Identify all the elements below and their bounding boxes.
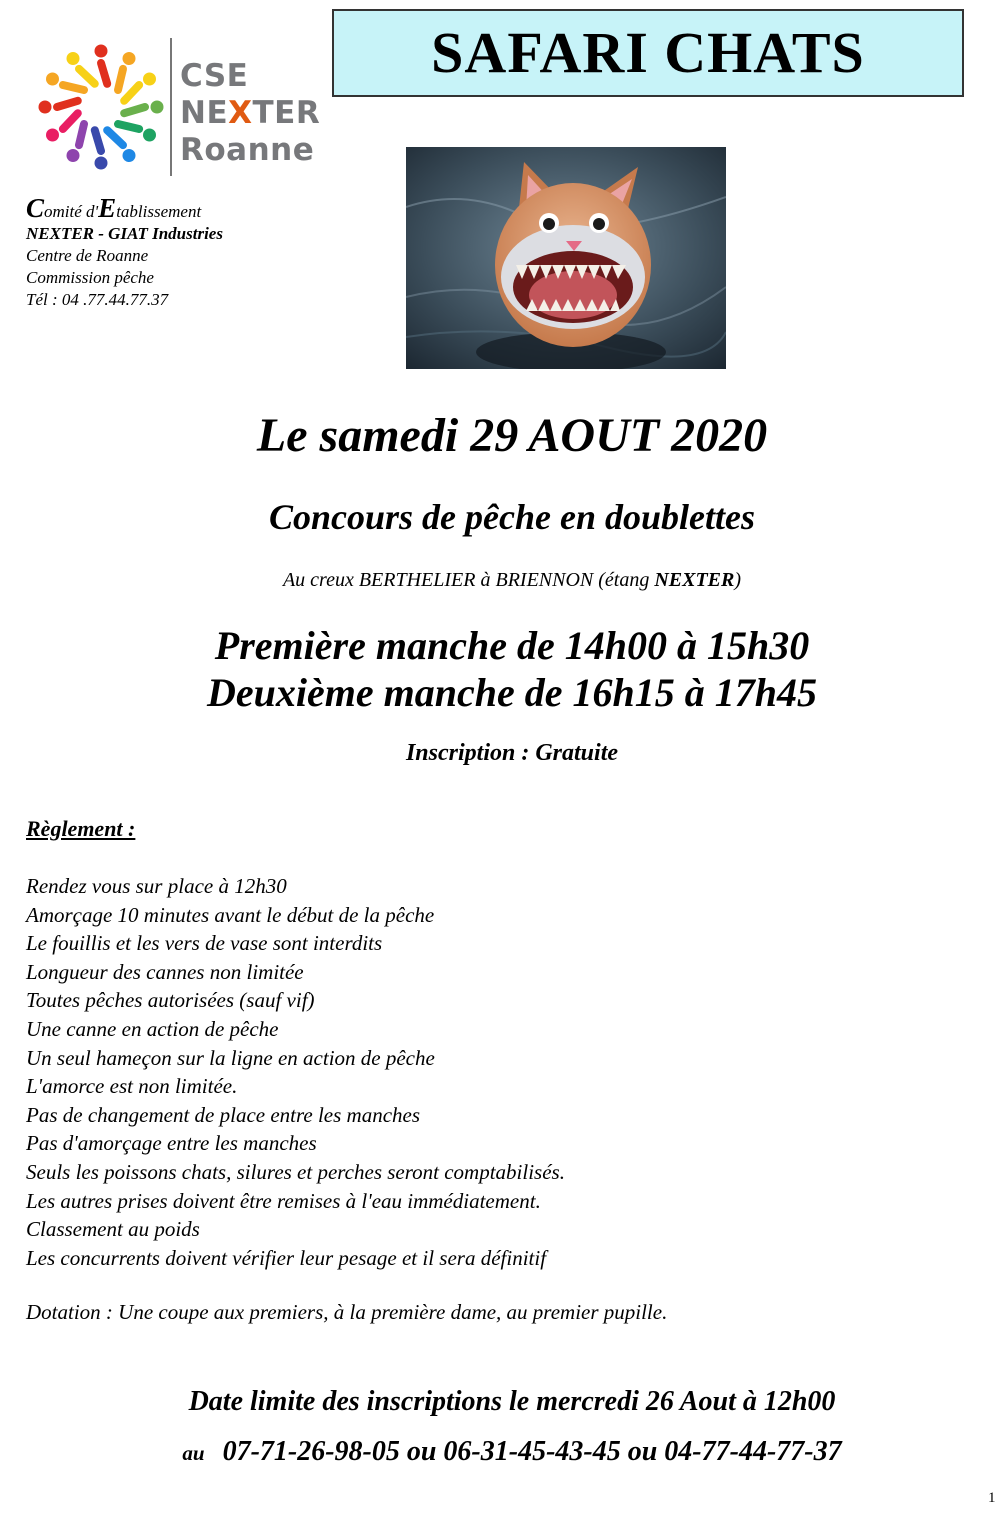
- phone-numbers: 07-71-26-98-05 ou 06-31-45-43-45 ou 04-77-44-77-37: [222, 1436, 842, 1467]
- inscription-info: Inscription : Gratuite: [405, 740, 619, 766]
- registration-deadline: Date limite des inscriptions le mercredi 26 Aout à 12h00: [188, 1386, 836, 1417]
- shark-cat-photo: [406, 147, 726, 369]
- logo-text-cse: CSE: [180, 58, 249, 94]
- org-line-committee: Comité d'Etablissement: [26, 193, 202, 223]
- rule-item: Les autres prises doivent être remises à l'eau immédiatement.: [26, 1188, 541, 1213]
- org-line-phone: Tél : 04 .77.44.77.37: [26, 290, 169, 309]
- org-line-commission: Commission pêche: [26, 268, 154, 287]
- cse-nexter-logo: [36, 38, 326, 178]
- rule-item: Les concurrents doivent vérifier leur pesage et il sera définitif: [26, 1245, 547, 1270]
- logo-divider: [170, 38, 172, 176]
- org-line-centre: Centre de Roanne: [26, 246, 149, 265]
- second-round-time: Deuxième manche de 16h15 à 17h45: [207, 670, 817, 715]
- organisation-info: [26, 193, 223, 311]
- rules-heading: Règlement :: [26, 816, 136, 841]
- logo-text-roanne: Roanne: [180, 132, 315, 168]
- first-round-time: Première manche de 14h00 à 15h30: [214, 623, 810, 668]
- org-line-company: NEXTER - GIAT Industries: [26, 224, 223, 243]
- rule-item: Un seul hameçon sur la ligne en action de pêche: [26, 1045, 435, 1070]
- page-title: SAFARI CHATS: [431, 20, 865, 85]
- event-subtitle: Concours de pêche en doublettes: [269, 497, 755, 537]
- rule-item: Classement au poids: [26, 1217, 200, 1242]
- rules-list: [26, 872, 565, 1272]
- rule-item: Rendez vous sur place à 12h30: [26, 874, 287, 898]
- rule-item: Une canne en action de pêche: [26, 1016, 279, 1041]
- rule-item: Amorçage 10 minutes avant le début de la pêche: [26, 902, 435, 927]
- rule-item: L'amorce est non limitée.: [26, 1074, 238, 1099]
- event-location: Au creux BERTHELIER à BRIENNON (étang NEXTER): [282, 569, 742, 591]
- contact-phones: [12, 1436, 1000, 1468]
- logo-text-nexter: NEXTER: [180, 95, 321, 131]
- rule-item: Pas d'amorçage entre les manches: [26, 1131, 317, 1156]
- people-circle-logo-icon: [36, 42, 166, 172]
- rule-item: Le fouillis et les vers de vase sont interdits: [26, 931, 383, 956]
- title-banner: [332, 9, 964, 97]
- phones-prefix: au: [182, 1441, 205, 1465]
- prizes-info: Dotation : Une coupe aux premiers, à la première dame, au premier pupille.: [26, 1300, 668, 1324]
- rule-item: Toutes pêches autorisées (sauf vif): [26, 988, 315, 1013]
- rule-item: Pas de changement de place entre les manches: [26, 1102, 421, 1127]
- rule-item: Seuls les poissons chats, silures et perches seront comptabilisés.: [26, 1159, 565, 1184]
- page-number: 1: [988, 1490, 996, 1506]
- rule-item: Longueur des cannes non limitée: [26, 959, 304, 984]
- event-date: Le samedi 29 AOUT 2020: [256, 409, 768, 462]
